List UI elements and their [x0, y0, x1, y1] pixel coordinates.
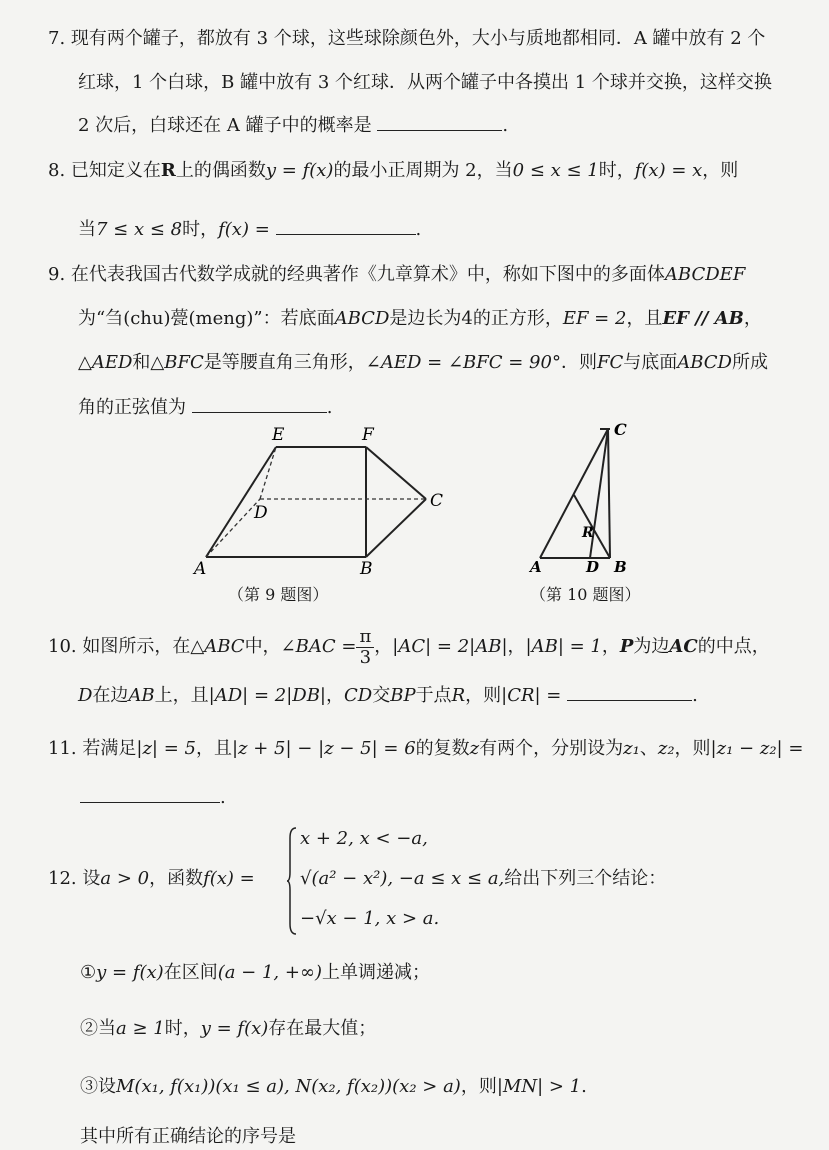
problem-8-end: .	[415, 219, 422, 240]
problem-9-text: 是等腰直角三角形，	[203, 352, 366, 373]
problem-11-sep: 、	[639, 738, 658, 759]
problem-10-text: 交	[372, 685, 391, 706]
problem-8-text: 时，	[182, 219, 219, 240]
problem-10-line-2	[78, 682, 698, 709]
problem-10-side-ab: AB	[128, 685, 155, 706]
problem-11-text: ，则	[674, 738, 711, 759]
conclusion-3-distance: |MN| > 1	[496, 1076, 582, 1097]
problem-9-line-2	[78, 306, 762, 332]
problem-9-fc: FC	[596, 352, 624, 373]
problem-9-text: 在代表我国古代数学成就的经典著作《九章算术》中，称如下图中的多面体	[70, 264, 665, 285]
problem-12-case-2	[300, 866, 666, 892]
problem-8-line-1	[48, 158, 738, 184]
problem-10-side-ac: AC	[669, 636, 698, 657]
problem-10-answer-blank[interactable]	[567, 682, 692, 701]
problem-8-set-r: R	[160, 160, 176, 181]
problem-10-text: 如图所示，在	[82, 636, 191, 657]
problem-8-number: 8.	[48, 160, 66, 181]
conclusion-2-text: 时，	[164, 1018, 201, 1039]
problem-10-point-p: P	[619, 636, 634, 657]
fraction-denominator: 3	[359, 646, 372, 668]
problem-11-number: 11.	[48, 738, 77, 759]
problem-10-ab: |AB| = 1	[525, 636, 602, 657]
problem-9-line-3	[78, 350, 768, 376]
problem-8-text: 的最小正周期为 2，当	[333, 160, 513, 181]
conclusion-2-text: ②当	[80, 1018, 116, 1039]
problem-9-line-1	[48, 262, 745, 288]
conclusion-1-interval: (a − 1, +∞)	[217, 962, 322, 983]
problem-8-fx: f(x) = x	[634, 160, 703, 181]
problem-11-answer-blank[interactable]	[80, 784, 220, 803]
figure-9-caption: （第 9 题图）	[228, 585, 329, 604]
problem-9-base2: ABCD	[677, 352, 732, 373]
problem-9-parallel: EF // AB	[662, 308, 744, 329]
problem-11-modulus: |z| = 5	[136, 738, 196, 759]
problem-8-text: 当	[78, 219, 96, 240]
problem-8-cond: 0 ≤ x ≤ 1	[512, 160, 599, 181]
problem-12-text: ，函数	[149, 868, 204, 889]
problem-10-point-r: R	[451, 685, 466, 706]
fraction-numerator: π	[356, 627, 374, 648]
fig9-label-c: C	[430, 491, 444, 511]
fig9-hidden-ad	[206, 499, 260, 557]
fig9-label-d: D	[254, 503, 268, 523]
problem-9-line-4	[78, 394, 332, 421]
problem-8-text: 时，	[598, 160, 635, 181]
problem-7-line-2	[78, 70, 772, 96]
problem-10-fraction	[356, 627, 374, 668]
problem-12-fx: f(x) =	[203, 868, 255, 889]
problem-10-bp: BP	[390, 685, 416, 706]
problem-7-number: 7.	[48, 28, 66, 49]
fig9-edge-bc	[366, 499, 426, 557]
problem-10-text: ，	[507, 636, 526, 657]
problem-9-tri-aed: △AED	[78, 352, 133, 373]
problem-10-ac: |AC| = 2|AB|	[392, 636, 508, 657]
problem-9-base: ABCD	[334, 308, 390, 329]
figure-9-polyhedron	[190, 420, 460, 580]
problem-10-text: ，	[374, 636, 393, 657]
problem-9-text: ，且	[626, 308, 663, 329]
fig10-label-d: D	[586, 558, 600, 575]
problem-11-end: .	[220, 787, 226, 808]
problem-9-text: 是边长为4的正方形，	[389, 308, 563, 329]
conclusion-1-text: 在区间	[163, 962, 218, 983]
problem-10-tri: △ABC	[190, 636, 245, 657]
case-2-range: , −a ≤ x ≤ a,	[387, 868, 505, 889]
problem-12-conclusion-2	[80, 1016, 376, 1042]
fig9-label-e: E	[272, 425, 285, 445]
fig9-edge-ae	[206, 447, 276, 557]
problem-9-text: 和	[132, 352, 151, 373]
problem-7-text-1: 现有两个罐子，都放有 3 个球，这些球除颜色外，大小与质地都相同．A 罐中放有 2 个	[70, 28, 766, 49]
conclusion-1-mark: ①	[80, 962, 97, 983]
conclusion-2-cond: a ≥ 1	[116, 1018, 165, 1039]
problem-9-text: 角的正弦值为	[78, 397, 186, 418]
problem-7-text-2: 红球，1 个白球，B 罐中放有 3 个红球．从两个罐子中各摸出 1 个球并交换，这样交换	[78, 72, 772, 93]
case-2-sqrt: √(a² − x²)	[300, 868, 388, 889]
fig9-label-a: A	[194, 559, 207, 579]
problem-8-text: ，则	[702, 160, 739, 181]
problem-11-text: ，且	[195, 738, 232, 759]
fig9-edge-fc	[366, 447, 426, 499]
problem-10-text: ，	[326, 685, 344, 706]
conclusion-3-points: M(x₁, f(x₁))(x₁ ≤ a), N(x₂, f(x₂))(x₂ > a)	[116, 1076, 461, 1097]
problem-11-z: z	[469, 738, 480, 759]
problem-9-number: 9.	[48, 264, 66, 285]
figure-10-triangle	[520, 415, 640, 575]
fig9-label-b: B	[360, 559, 373, 579]
problem-10-text: 为边	[633, 636, 670, 657]
problem-10-text: 在边	[92, 685, 129, 706]
problem-10-cd: CD	[344, 685, 373, 706]
problem-10-line-1	[48, 622, 770, 672]
problem-9-angles: ∠AED = ∠BFC = 90°	[365, 352, 561, 373]
problem-10-text: ，则	[465, 685, 502, 706]
fig9-label-f: F	[362, 425, 374, 445]
problem-11-z1: z₁	[623, 738, 640, 759]
problem-10-cr: |CR| =	[501, 685, 562, 706]
problem-9-text: 为“刍(chu)甍(meng)”：若底面	[78, 308, 335, 329]
conclusion-1-text: 上单调递减；	[321, 962, 430, 983]
problem-11-equation: |z + 5| − |z − 5| = 6	[231, 738, 416, 759]
problem-12-number: 12.	[48, 868, 77, 889]
problem-9-tri-bfc: △BFC	[150, 352, 204, 373]
problem-11-line-1	[48, 736, 803, 762]
problem-9-text: 所成	[731, 352, 768, 373]
fig10-side-cb	[608, 429, 610, 558]
case-3-text: −√x − 1, x > a.	[300, 908, 440, 929]
problem-10-text: 中，	[244, 636, 281, 657]
problem-10-end: .	[692, 685, 698, 706]
problem-9-answer-blank[interactable]	[192, 394, 327, 413]
problem-12-conclusion-3	[80, 1074, 587, 1100]
conclusion-3-text: ③设	[80, 1076, 116, 1097]
problem-8-text: 上的偶函数	[175, 160, 266, 181]
problem-8-cond2: 7 ≤ x ≤ 8	[96, 219, 183, 240]
problem-12-line-1	[48, 866, 255, 892]
problem-8-answer-blank[interactable]	[276, 216, 416, 235]
problem-7-answer-blank[interactable]	[377, 112, 502, 131]
problem-11-text: 有两个，分别设为	[479, 738, 624, 759]
problem-12-last-line	[80, 1124, 296, 1150]
conclusion-3-text: ，则	[460, 1076, 497, 1097]
problem-12-conclusion-1	[80, 960, 430, 986]
problem-7-text-3: 2 次后，白球还在 A 罐子中的概率是	[78, 115, 372, 136]
problem-8-text: 已知定义在	[70, 160, 161, 181]
problem-7-line-1	[48, 26, 765, 52]
problem-10-number: 10.	[48, 636, 77, 657]
problem-12-text: 设	[82, 868, 101, 889]
piecewise-brace-icon	[287, 826, 297, 936]
problem-12-case-1	[300, 826, 428, 852]
problem-11-z2: z₂	[657, 738, 675, 759]
conclusion-2-text: 存在最大值；	[268, 1018, 377, 1039]
conclusion-3-end: .	[581, 1076, 587, 1097]
problem-10-text: 上，且	[154, 685, 209, 706]
problem-8-fx2: f(x) =	[218, 219, 270, 240]
conclusion-1-func: y = f(x)	[96, 962, 164, 983]
problem-9-text: ，	[743, 308, 762, 329]
problem-11-text: 若满足	[82, 738, 137, 759]
problem-10-angle: ∠BAC =	[280, 636, 357, 657]
problem-11-diff: |z₁ − z₂| =	[710, 738, 804, 759]
problem-10-ad: |AD| = 2|DB|	[208, 685, 326, 706]
problem-10-text: 的中点，	[697, 636, 770, 657]
fig10-label-a: A	[530, 558, 542, 575]
figure-10-caption: （第 10 题图）	[530, 585, 641, 604]
problem-11-text: 的复数	[415, 738, 470, 759]
problem-9-ef: EF = 2	[562, 308, 627, 329]
fig9-hidden-de	[260, 447, 276, 499]
problem-12-question: 其中所有正确结论的序号是	[80, 1126, 296, 1147]
problem-12-case-3	[300, 906, 439, 932]
fig10-label-c: C	[614, 420, 627, 439]
problem-11-line-2	[80, 784, 226, 811]
problem-9-end: .	[326, 397, 333, 418]
case-1-text: x + 2, x < −a,	[300, 828, 428, 849]
fig10-label-r: R	[582, 525, 594, 541]
case-2-text: 给出下列三个结论：	[504, 868, 667, 889]
problem-7-end: .	[502, 115, 509, 136]
problem-8-func: y = f(x)	[265, 160, 334, 181]
problem-9-text: ．则	[560, 352, 597, 373]
problem-12-a-positive: a > 0	[100, 868, 150, 889]
problem-8-line-2	[78, 216, 421, 243]
problem-9-poly: ABCDEF	[664, 264, 746, 285]
problem-7-line-3	[78, 112, 508, 139]
problem-10-text: 于点	[415, 685, 452, 706]
fig10-label-b: B	[614, 558, 627, 575]
problem-9-text: 与底面	[623, 352, 678, 373]
conclusion-2-func: y = f(x)	[200, 1018, 269, 1039]
problem-10-point-d: D	[78, 685, 93, 706]
problem-10-text: ，	[601, 636, 620, 657]
